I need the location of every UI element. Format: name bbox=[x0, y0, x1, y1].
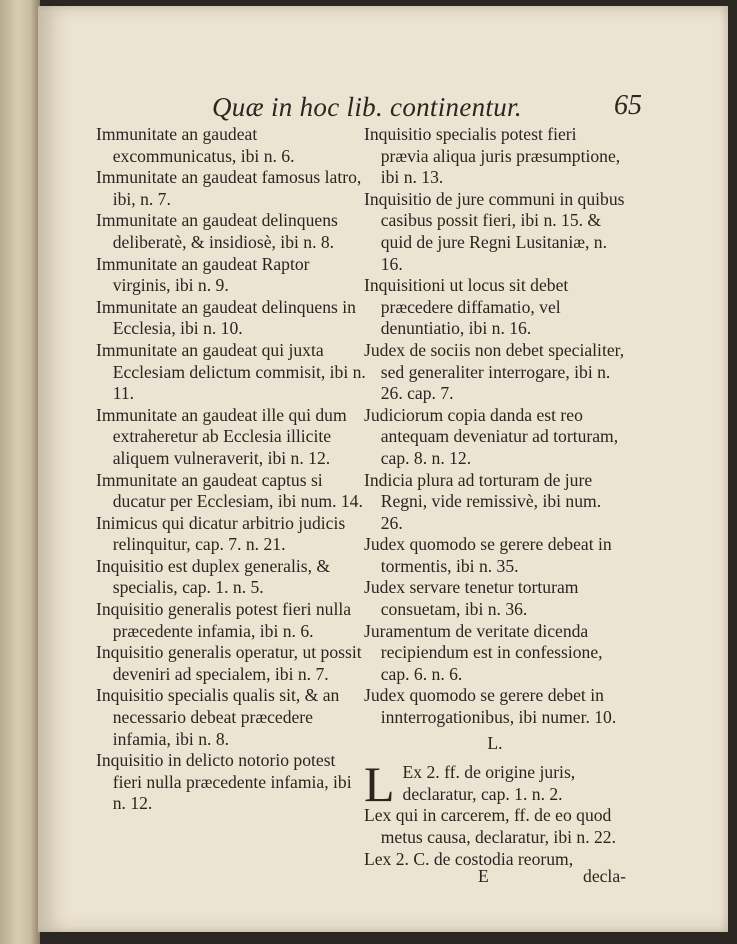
index-entry: Immunitate an gaudeat captus si ducatur per Ecclesiam, ibi num. 14. bbox=[96, 469, 363, 512]
drop-cap: L bbox=[364, 756, 395, 813]
section-letter: L. bbox=[487, 732, 503, 753]
index-entry: Inquisitio specialis potest fieri prævia aliqua juris præsumptione, ibi n. 13. bbox=[364, 124, 621, 188]
index-entry: Immunitate an gaudeat famosus latro, ibi, n. 7. bbox=[96, 167, 362, 209]
binding-edge bbox=[0, 0, 40, 944]
index-entry: Judex quomodo se gerere debet in innterrogationibus, ibi numer. 10. bbox=[364, 685, 617, 728]
index-entry: Lex 2. C. de costodia reorum, bbox=[364, 848, 574, 869]
index-column-left bbox=[96, 124, 366, 815]
page-number: 65 bbox=[614, 90, 642, 121]
index-entry: Lex qui in carcerem, ff. de eo quod metus causa, declaratur, ibi n. 22. bbox=[364, 805, 616, 847]
index-entry: Indicia plura ad torturam de jure Regni, vide remissivè, ibi num. 26. bbox=[364, 469, 602, 533]
index-entry: Judiciorum copia danda est reo antequam deveniatur ad torturam, cap. 8. n. 12. bbox=[364, 404, 619, 468]
signature-mark: E bbox=[478, 866, 489, 886]
running-head bbox=[212, 92, 642, 128]
catchword: decla- bbox=[583, 866, 626, 886]
index-entry: Inquisitio est duplex generalis, & specialis, cap. 1. n. 5. bbox=[96, 555, 331, 598]
index-entry: Inquisitioni ut locus sit debet præcedere diffamatio, vel denuntiatio, ibi n. 16. bbox=[364, 275, 569, 339]
index-entry: Inquisitio specialis qualis sit, & an necessario debeat præcedere infamia, ibi n. 8. bbox=[96, 685, 340, 749]
index-entry: Immunitate an gaudeat excommunicatus, ibi n. 6. bbox=[96, 124, 295, 166]
index-entry: Immunitate an gaudeat delinquens deliberatè, & insidiosè, ibi n. 8. bbox=[96, 210, 338, 252]
running-title: Quæ in hoc lib. continentur. bbox=[212, 92, 522, 122]
index-entry: Immunitate an gaudeat ille qui dum extraheretur ab Ecclesia illicite aliquem vulneraverit, ibi n. 12. bbox=[96, 404, 347, 468]
index-entry: Juramentum de veritate dicenda recipiendum est in confessione, cap. 6. n. 6. bbox=[364, 620, 603, 684]
drop-cap-entry-text: Ex 2. ff. de origine juris, declaratur, cap. 1. n. 2. bbox=[402, 762, 576, 804]
index-entry: Judex servare tenetur torturam consuetam, ibi n. 36. bbox=[364, 577, 579, 620]
index-entry: Inquisitio generalis operatur, ut possit deveniri ad specialem, ibi n. 7. bbox=[96, 642, 362, 684]
index-entry: Inquisitio generalis potest fieri nulla præcedente infamia, ibi n. 6. bbox=[96, 599, 352, 641]
index-entry: Judex de sociis non debet specialiter, sed generaliter interrogare, ibi n. 26. cap. 7. bbox=[364, 339, 625, 404]
index-entry: Immunitate an gaudeat Raptor virginis, ibi n. 9. bbox=[96, 253, 310, 296]
index-column-right bbox=[364, 124, 626, 870]
index-entry: Inquisitio in delicto notorio potest fieri nulla præcedente infamia, ibi n. 12. bbox=[96, 750, 352, 814]
index-entry: Immunitate an gaudeat qui juxta Ecclesiam delictum commisit, ibi n. 11. bbox=[96, 339, 366, 404]
index-entry: Inimicus qui dicatur arbitrio judicis relinquitur, cap. 7. n. 21. bbox=[96, 512, 346, 555]
index-entry: Immunitate an gaudeat delinquens in Ecclesia, ibi n. 10. bbox=[96, 296, 356, 339]
index-entry: Inquisitio de jure communi in quibus casibus possit fieri, ibi n. 15. & quid de jure Regni Lusitaniæ, n. 16. bbox=[364, 188, 625, 274]
index-entry bbox=[364, 756, 626, 813]
index-entry: Judex quomodo se gerere debeat in tormentis, ibi n. 35. bbox=[364, 534, 612, 576]
